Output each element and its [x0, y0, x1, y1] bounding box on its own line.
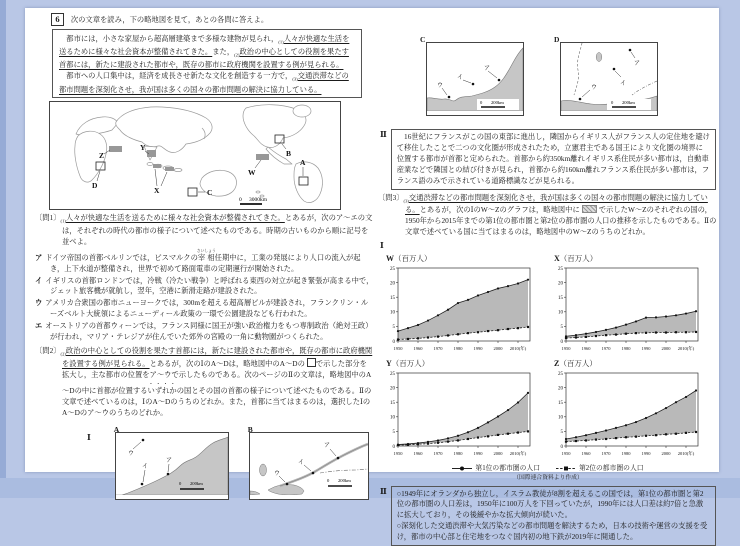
inset-map-C-letter: C: [420, 35, 426, 44]
svg-text:1960: 1960: [413, 345, 423, 351]
question-3-text: とあるが，次のⅠのW～Zのグラフは，略地図中に: [419, 204, 580, 214]
svg-text:20: 20: [390, 386, 395, 392]
greenland-outline: [293, 105, 311, 117]
city-marker-labels: [591, 60, 640, 91]
q1-option-i: [35, 276, 374, 298]
option-text: 任期中に，工業の発展により人口の流入が起き，上下水道が整備され，世界で初めて路面電車の定期運行が開始された。: [50, 252, 361, 273]
svg-text:20: 20: [558, 281, 563, 287]
inset-map-B: [247, 425, 369, 500]
box-C: [188, 188, 197, 196]
question-2-label: 〔問2〕: [35, 346, 61, 356]
scale-label: 3000km: [249, 197, 268, 204]
scale-zero: 0: [178, 481, 182, 487]
svg-text:2010(年): 2010(年): [509, 450, 527, 456]
chart-unit: （百万人）: [559, 253, 598, 263]
question-2-text: とあるが，次のⅠのA～Dは，略地図中のA～Dの: [149, 359, 305, 369]
question-2: [35, 346, 374, 419]
question-1: [35, 213, 374, 247]
svg-text:1960: 1960: [581, 345, 591, 351]
question-1-quote: 人々が快適な生活を送るために様々な社会資本が整備されてきた。: [65, 213, 285, 223]
capital-description-box: [391, 129, 716, 190]
city-marker-labels: [128, 450, 172, 470]
chart-Z-plot: [552, 370, 712, 458]
chart-letter: X: [554, 253, 560, 263]
inset-map-C: [420, 35, 524, 116]
exam-paper-sheet: [25, 8, 719, 542]
svg-text:20: 20: [390, 281, 395, 287]
svg-text:0: 0: [560, 444, 563, 450]
country-statement-block: [380, 486, 716, 546]
legend-label-2: 第2位の都市圏の人口: [579, 464, 644, 472]
region-X-shade: [165, 167, 174, 171]
world-map-figure: [49, 101, 341, 210]
svg-text:5: 5: [392, 429, 395, 435]
left-page: [35, 13, 374, 500]
svg-text:10: 10: [390, 415, 395, 421]
option-text: オーストリアの首都ウィーンでは，フランス同様に国王が強い政治権力をもつ専制政治（絶対王政）が行われ，マリア・テレジアが住んでいた郊外の宮殿の一角に動物園がつくられた。: [45, 321, 373, 342]
marker-a: ア: [634, 61, 641, 67]
marker-u: ウ: [127, 451, 134, 458]
svg-text:1970: 1970: [601, 450, 611, 456]
map-letter-W: W: [248, 168, 256, 178]
marker-u: ウ: [273, 471, 280, 478]
svg-text:2000: 2000: [661, 345, 671, 351]
passage-text: 都市には，小さな家屋から超高層建築まで多様な建物が見られ，: [59, 33, 279, 43]
note-number: (2): [60, 351, 66, 357]
problem-instruction: 次の文章を読み，下の略地図を見て，あとの各問に答えよ。: [70, 15, 269, 24]
svg-text:25: 25: [390, 266, 395, 272]
australia-outline: [200, 171, 237, 197]
ruby-base: 宰相: [196, 252, 216, 262]
question-2-text: の国とその国の首都の様子について述べたものである。Ⅱの文章で述べているのは，ⅠのA～Dのうちのどれか。また，首都に当てはまるのは，選択したⅠのA～Dのア～ウのうちのどれか。: [62, 386, 372, 418]
chart-letter: W: [386, 253, 394, 263]
leader-lines: [582, 52, 635, 97]
statement-item-2: ○深刻化した交通渋滞や大気汚染などの都市問題を解決するため，日本の技術や運営の支援を受け，都市の中心部と住宅地をつなぐ国内初の地下鉄が2019年に開通した。: [396, 521, 708, 542]
marker-i: イ: [457, 75, 464, 81]
option-text: イギリスの首都ロンドンでは，冷戦（冷たい戦争）と呼ばれる東西の対立が起き緊張が高まる中で，ジェット旅客機が就航し，翌年，空港に新滑走路が建設された。: [45, 275, 374, 296]
svg-text:1980: 1980: [621, 450, 631, 456]
marker-i: イ: [620, 81, 627, 87]
svg-text:15: 15: [390, 295, 395, 301]
svg-text:1990: 1990: [641, 345, 651, 351]
question-3: [378, 193, 718, 238]
chart-unit: （百万人）: [559, 358, 597, 368]
marker-u: ウ: [437, 83, 444, 89]
legend-line1-icon: [452, 465, 472, 472]
scale-zero: 0: [239, 197, 242, 204]
open-box-glyph: [307, 358, 316, 367]
chart-X-plot: [552, 265, 712, 353]
svg-text:2000: 2000: [493, 345, 503, 351]
svg-text:1960: 1960: [413, 450, 423, 456]
svg-text:25: 25: [390, 371, 395, 377]
inset-map-B-svg: [250, 433, 368, 495]
svg-text:5: 5: [560, 429, 563, 435]
right-page: [378, 8, 718, 546]
map-letter-X: X: [154, 186, 160, 196]
border-line: [320, 469, 368, 473]
map-letter-Y: Y: [140, 143, 146, 153]
problem-number-box: 6: [51, 13, 64, 26]
question-2-text: で示した部分を拡大し，主な都市の位置をア～ウで示したものである。次のページのⅡの文章は，略地図中のA～Dの中に首都が位置する: [62, 359, 372, 396]
island: [174, 169, 182, 172]
svg-text:10: 10: [390, 310, 395, 316]
option-label-u: ウ: [35, 298, 43, 308]
svg-text:1980: 1980: [453, 345, 463, 351]
inset-map-D: [554, 35, 658, 116]
world-map-scale: [239, 197, 268, 204]
map-letter-C: C: [207, 188, 213, 198]
passage-paragraph-2: [59, 70, 355, 95]
ruby-word: [196, 248, 216, 262]
note-number: (1): [60, 218, 66, 224]
note-number: (3): [403, 198, 409, 204]
option-text: ドイツ帝国の首都ベルリンでは，ビスマルクの: [45, 252, 198, 262]
city-dots: [579, 49, 632, 101]
svg-text:2010(年): 2010(年): [509, 345, 527, 351]
svg-text:1970: 1970: [601, 345, 611, 351]
window-left-edge: [0, 0, 6, 498]
inset-map-D-svg: [561, 43, 657, 111]
capital-description-block: [380, 129, 716, 190]
option-label-a: ア: [35, 252, 43, 262]
passage-text: また，: [212, 46, 235, 56]
scale-label: 200km: [491, 100, 504, 105]
inset-map-A-svg: [116, 433, 228, 495]
inset-map-A-letter: A: [113, 425, 120, 435]
svg-text:1980: 1980: [453, 450, 463, 456]
svg-text:1950: 1950: [393, 345, 403, 351]
marker-i: イ: [297, 460, 304, 467]
chart-Y-title: [386, 358, 552, 370]
marker-u: ウ: [591, 85, 598, 91]
scale-label: 200km: [189, 481, 203, 487]
question-2-quote: 政治の中心としての役割を果たす首都には，新たに建設された都市や，既存の都市に政府機関を設置する例が見られる。: [62, 346, 373, 369]
passage-text: 都市への人口集中は，経済を成長させ新たな文化を創造する一方で，: [59, 71, 293, 81]
ocean-area: [116, 437, 228, 495]
chart-Y: [384, 358, 552, 462]
svg-text:1950: 1950: [393, 450, 403, 456]
chart-unit: （百万人）: [394, 253, 432, 263]
svg-text:0: 0: [392, 444, 395, 450]
svg-text:15: 15: [558, 400, 563, 406]
svg-text:15: 15: [390, 400, 395, 406]
border-line: [632, 81, 657, 95]
hatch-swatch-glyph: [582, 205, 597, 213]
marker-a: ア: [323, 443, 330, 450]
map-letter-B: B: [286, 149, 292, 159]
svg-text:1950: 1950: [561, 345, 571, 351]
asia-outline: [116, 107, 212, 153]
island: [256, 191, 260, 193]
q1-option-u: [35, 298, 374, 320]
svg-text:2010(年): 2010(年): [677, 345, 695, 351]
svg-text:25: 25: [558, 266, 563, 272]
legend-label-1: 第1位の都市圏の人口: [475, 464, 540, 472]
emphasized-text: いずれか: [147, 386, 177, 396]
chart-letter: Y: [386, 358, 392, 368]
question-3-quote: 交通渋滞などの都市問題を深刻化させ，我が国は多くの国々の都市問題の解決に協力している。: [405, 192, 708, 214]
chart-letter: Z: [554, 358, 560, 368]
svg-text:1990: 1990: [473, 345, 483, 351]
map-letter-Z: Z: [99, 151, 105, 161]
city-marker-labels: [437, 65, 490, 89]
svg-text:25: 25: [558, 371, 563, 377]
map-letter-D: D: [92, 181, 98, 191]
figure-numeral-1: Ⅰ: [380, 240, 384, 250]
svg-text:2000: 2000: [661, 450, 671, 456]
river: [280, 444, 368, 486]
svg-text:1970: 1970: [433, 450, 443, 456]
q1-option-a: [35, 249, 374, 275]
capital-description-text: 16世紀にフランスがこの国の東部に進出し，隣国からイギリス人がフランス人の定住地を避けて移住したことで二つの文化圏が形成されたため，立憲君主である国王により文化圏の境界に位置する都市が首都と定められた。首都から約350km離れイギリス系住民が多い都市は，自動車産業などで隣国との結び付きが見られ，首都から約160km離れフランス系住民が多い都市は，フランス語のみで示されている道路標識などが見られる。: [396, 131, 710, 185]
inset-map-B-letter: B: [247, 425, 253, 435]
scale-zero: 0: [326, 478, 330, 484]
city-marker-labels: [274, 442, 330, 477]
map-scale: [477, 99, 519, 110]
map-scale: [607, 99, 651, 110]
svg-text:5: 5: [560, 324, 563, 330]
svg-text:1960: 1960: [581, 450, 591, 456]
chart-Y-plot: [384, 370, 544, 458]
svg-text:1990: 1990: [473, 450, 483, 456]
region-X-shade: [153, 164, 161, 168]
world-map-svg: [50, 102, 340, 209]
figure-numeral-1: Ⅰ: [87, 433, 91, 443]
underlined-text-3: 交通渋滞などの都市問題を深刻化させ，我が国は多くの国々の都市問題の解決に協力している。: [59, 71, 349, 94]
island: [147, 163, 153, 166]
ruby-reading: さいしょう: [196, 248, 216, 253]
problem-header: [51, 13, 374, 26]
marker-i: イ: [141, 464, 148, 471]
population-charts-grid: [384, 253, 718, 463]
svg-text:0: 0: [392, 339, 395, 345]
scale-label: 200km: [622, 100, 635, 105]
option-label-e: エ: [35, 321, 43, 331]
chart-W-title: [386, 253, 552, 265]
chart-source-note: （国際連合資料より作成）: [513, 474, 583, 481]
chart-legend: [378, 464, 718, 474]
chart-unit: （百万人）: [391, 358, 430, 368]
border-line: [574, 43, 582, 95]
scale-zero: 0: [480, 100, 483, 105]
chart-W: [384, 253, 552, 357]
marker-a: ア: [165, 458, 172, 465]
svg-text:1950: 1950: [561, 450, 571, 456]
question-3-text: で示したW～Zのそれぞれの国の，1950年から2015年までの第1位の都市圏と第2位の都市圏の人口の推移を示したものである。Ⅱの文章で述べている国に当てはまるのは，略地図中のW～Zのうちのどれか。: [405, 204, 717, 236]
inset-map-A: [113, 425, 229, 500]
passage-box: [52, 29, 362, 98]
figure-numeral-2: Ⅱ: [380, 129, 387, 139]
note-number-2: (2): [234, 52, 240, 58]
option-label-i: イ: [35, 275, 43, 285]
inset-maps-row-AB: [87, 425, 374, 500]
scale-label: 200km: [337, 478, 351, 484]
map-scale: [327, 478, 352, 486]
svg-text:1980: 1980: [621, 345, 631, 351]
note-number-3: (3): [292, 76, 298, 82]
chart-figure-numeral: [380, 240, 718, 252]
question-1-text: とあるが，次のア～エの文は，それぞれの時代の都市の様子について述べたものである。時期の古いものから順に記号を並べよ。: [62, 213, 373, 246]
figure-numeral-2: Ⅱ: [380, 486, 387, 496]
country-statement-box: [391, 486, 716, 546]
leader-lines: [133, 442, 169, 482]
chart-Z-title: [554, 358, 720, 370]
legend-item-1: [452, 464, 540, 474]
svg-text:2000: 2000: [493, 450, 503, 456]
region-W-shade: [256, 154, 269, 160]
inset-map-C-svg: [427, 43, 523, 111]
q1-option-e: [35, 321, 374, 343]
underlined-text-2: 政治の中心としての役割を果たす首都には，新たに建設された都市や，既存の都市に政府機関を設置する例が見られる。: [59, 46, 349, 70]
svg-text:10: 10: [558, 310, 563, 316]
scale-zero: 0: [611, 100, 614, 105]
svg-text:5: 5: [392, 324, 395, 330]
svg-text:10: 10: [558, 415, 563, 421]
inset-maps-row-CD: [420, 35, 718, 116]
world-map-letters: [92, 143, 306, 197]
inset-map-D-letter: D: [554, 35, 560, 44]
region-Z-shade: [109, 146, 122, 152]
chart-Z: [552, 358, 720, 462]
svg-text:20: 20: [558, 386, 563, 392]
legend-line2-icon: [556, 465, 576, 472]
marker-a: ア: [484, 66, 491, 72]
question-1-label: 〔問1〕: [35, 213, 61, 223]
svg-text:0: 0: [560, 339, 563, 345]
statement-item-1: ○1949年にオランダから独立し，イスラム教徒が8割を超えるこの国では，第1位の都市圏と第2位の都市圏の人口差は，1950年に100万人を下回っていたが，1990年には人口差は約7倍と急激に拡大しており，その後緩やかな拡大傾向が続いた。: [396, 488, 704, 520]
chart-X-title: [554, 253, 720, 265]
svg-text:15: 15: [558, 295, 563, 301]
chart-W-plot: [384, 265, 544, 353]
option-text: アメリカ合衆国の都市ニューヨークでは，300mを超える超高層ビルが建設され，フランクリン・ルーズベルト大統領によるニューディール政策の一環で公園建設なども行われた。: [45, 298, 369, 319]
underlined-text-1: 人々が快適な生活を送るために様々な社会資本が整備されてきた。: [59, 33, 350, 56]
lake: [596, 53, 602, 62]
svg-text:1970: 1970: [433, 345, 443, 351]
note-number-1: (1): [278, 38, 284, 44]
map-letter-A: A: [300, 158, 306, 168]
legend-item-2: [556, 464, 644, 474]
svg-text:2010(年): 2010(年): [677, 450, 695, 456]
svg-text:1990: 1990: [641, 450, 651, 456]
chart-X: [552, 253, 720, 357]
question-3-label: 〔問3〕: [378, 192, 404, 202]
passage-paragraph-1: [59, 33, 355, 71]
shaded-country-regions: [109, 146, 269, 171]
